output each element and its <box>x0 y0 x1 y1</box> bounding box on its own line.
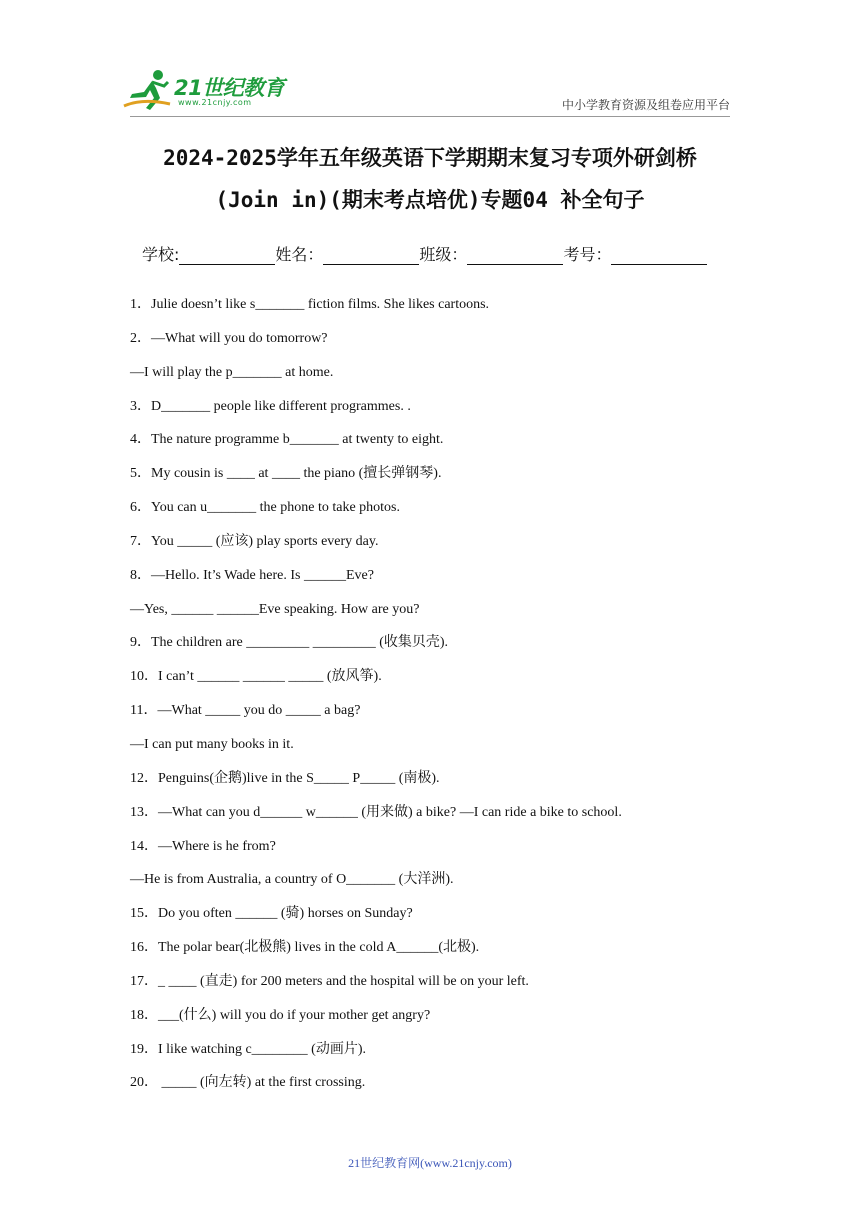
question-line: 20． _____ (向左转) at the first crossing. <box>130 1075 366 1091</box>
exam-number-field <box>563 242 707 265</box>
class-blank <box>467 246 563 265</box>
name-field <box>275 242 419 265</box>
page-footer[interactable]: 21世纪教育网(www.21cnjy.com) <box>348 1156 512 1170</box>
field-label: 考号： <box>563 245 612 264</box>
question-line: 12．Penguins(企鹅)live in the S_____ P_____ (南极). <box>130 770 440 786</box>
question-line: 17．_ ____ (直走) for 200 meters and the hospital will be on your left. <box>130 973 529 989</box>
field-label: 班级： <box>419 245 468 264</box>
question-line: 9．The children are _________ _________ (收集贝壳). <box>130 635 449 651</box>
question-line: 8．—Hello. It’s Wade here. Is ______Eve? <box>130 567 374 583</box>
question-line: 5．My cousin is ____ at ____ the piano (擅长弹钢琴). <box>130 466 442 482</box>
field-label: 学校: <box>142 245 180 264</box>
running-man-icon <box>122 68 174 112</box>
question-line: —Yes, ______ ______Eve speaking. How are you? <box>130 601 420 617</box>
question-line: 11．—What _____ you do _____ a bag? <box>130 703 361 719</box>
question-line: 2．—What will you do tomorrow? <box>130 330 328 346</box>
field-label: 姓名： <box>275 245 324 264</box>
student-info-fields <box>142 242 707 265</box>
page-title-line1: 2024-2025学年五年级英语下学期期末复习专项外研剑桥 <box>163 146 697 170</box>
question-line: 1．Julie doesn’t like s_______ fiction films. She likes cartoons. <box>130 297 490 312</box>
exam-number-blank <box>611 246 707 265</box>
page-title-line2: (Join in)(期末考点培优)专题04 补全句子 <box>215 188 645 212</box>
question-line: 15．Do you often ______ (骑) horses on Sunday? <box>130 906 413 922</box>
logo-text: 21世纪教育 <box>174 76 285 100</box>
school-blank <box>179 246 275 265</box>
logo-url: www.21cnjy.com <box>178 98 252 107</box>
header-divider <box>130 116 730 117</box>
name-blank <box>323 246 419 265</box>
question-line: 14．—Where is he from? <box>130 838 276 854</box>
question-list <box>130 295 750 1107</box>
class-field <box>419 242 563 265</box>
question-line: —I can put many books in it. <box>130 736 294 752</box>
question-line: 19．I like watching c________ (动画片). <box>130 1041 367 1057</box>
question-line: 10．I can’t ______ ______ _____ (放风筝). <box>130 669 382 685</box>
question-line: —He is from Australia, a country of O_______ (大洋洲). <box>130 872 454 888</box>
question-line: 13．—What can you d______ w______ (用来做) a bike? —I can ride a bike to school. <box>130 804 622 820</box>
question-line: —I will play the p_______ at home. <box>130 364 334 380</box>
question-line: 4．The nature programme b_______ at twenty to eight. <box>130 432 444 448</box>
question-line: 3．D_______ people like different programmes. . <box>130 398 411 414</box>
question-line: 18．___(什么) will you do if your mother get angry? <box>130 1007 431 1023</box>
question-line: 6．You can u_______ the phone to take photos. <box>130 500 400 516</box>
page-header <box>0 0 860 120</box>
logo <box>122 68 292 116</box>
platform-name: 中小学教育资源及组卷应用平台 <box>561 98 730 112</box>
school-field <box>142 242 275 265</box>
question-line: 16．The polar bear(北极熊) lives in the cold A______(北极). <box>130 940 480 956</box>
question-line: 7．You _____ (应该) play sports every day. <box>130 533 379 549</box>
